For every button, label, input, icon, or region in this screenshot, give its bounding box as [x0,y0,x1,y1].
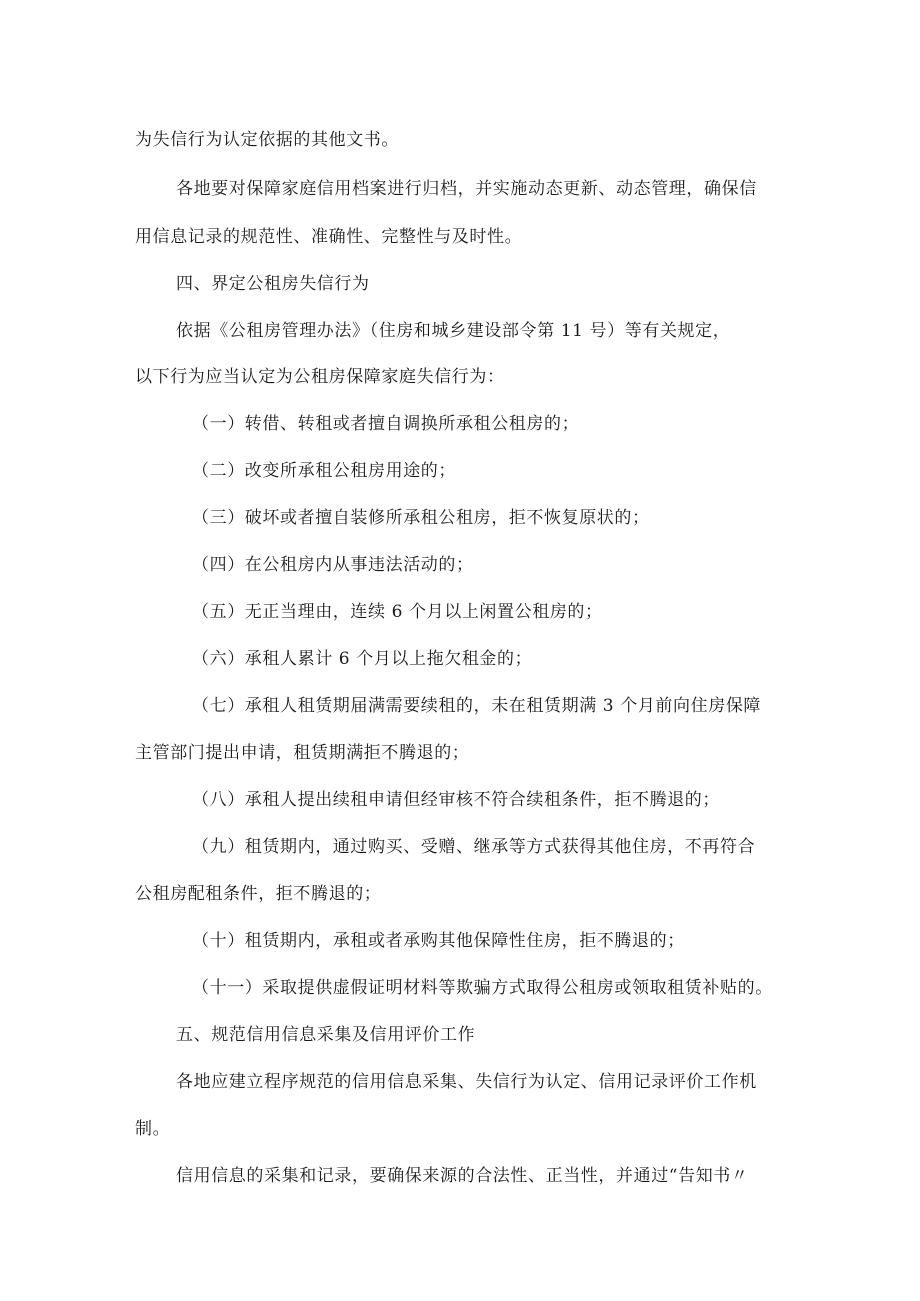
paragraph-credit-archive: 各地要对保障家庭信用档案进行归档，并实施动态更新、动态管理，确保信 [176,179,757,199]
list-item-1: （一）转借、转租或者擅自调换所承租公租房的； [192,414,580,434]
list-item-10: （十）租赁期内，承租或者承购其他保障性住房，拒不腾退的； [192,931,685,951]
section-heading-4: 四、界定公租房失信行为 [176,274,370,294]
paragraph-mechanism-cont: 制。 [135,1119,171,1139]
paragraph-legal-basis-cont: 以下行为应当认定为公租房保障家庭失信行为： [135,367,505,387]
list-item-9-cont: 公租房配租条件，拒不腾退的； [135,884,382,904]
list-item-3: （三）破坏或者擅自装修所承租公租房，拒不恢复原状的； [192,508,650,528]
list-item-7-cont: 主管部门提出申请，租赁期满拒不腾退的； [135,743,470,763]
list-item-2: （二）改变所承租公租房用途的； [192,461,456,481]
list-item-6: （六）承租人累计 6 个月以上拖欠租金的； [192,649,533,669]
section-heading-5: 五、规范信用信息采集及信用评价工作 [176,1025,476,1045]
paragraph-continuation: 为失信行为认定依据的其他文书。 [135,130,399,150]
list-item-7: （七）承租人租赁期届满需要续租的，未在租赁期满 3 个月前向住房保障 [192,696,762,716]
list-item-5: （五）无正当理由，连续 6 个月以上闲置公租房的； [192,602,603,622]
list-item-11: （十一）采取提供虚假证明材料等欺骗方式取得公租房或领取租赁补贴的。 [192,978,773,998]
paragraph-mechanism: 各地应建立程序规范的信用信息采集、失信行为认定、信用记录评价工作机 [176,1072,757,1092]
paragraph-credit-archive-cont: 用信息记录的规范性、准确性、完整性与及时性。 [135,227,523,247]
list-item-8: （八）承租人提出续租申请但经审核不符合续租条件，拒不腾退的； [192,790,720,810]
paragraph-legal-basis: 依据《公租房管理办法》（住房和城乡建设部令第 11 号）等有关规定， [176,321,731,341]
list-item-9: （九）租赁期内，通过购买、受赠、继承等方式获得其他住房，不再符合 [192,837,756,857]
list-item-4: （四）在公租房内从事违法活动的； [192,555,474,575]
paragraph-collection: 信用信息的采集和记录，要确保来源的合法性、正当性，并通过“告知书〃 [176,1166,749,1186]
